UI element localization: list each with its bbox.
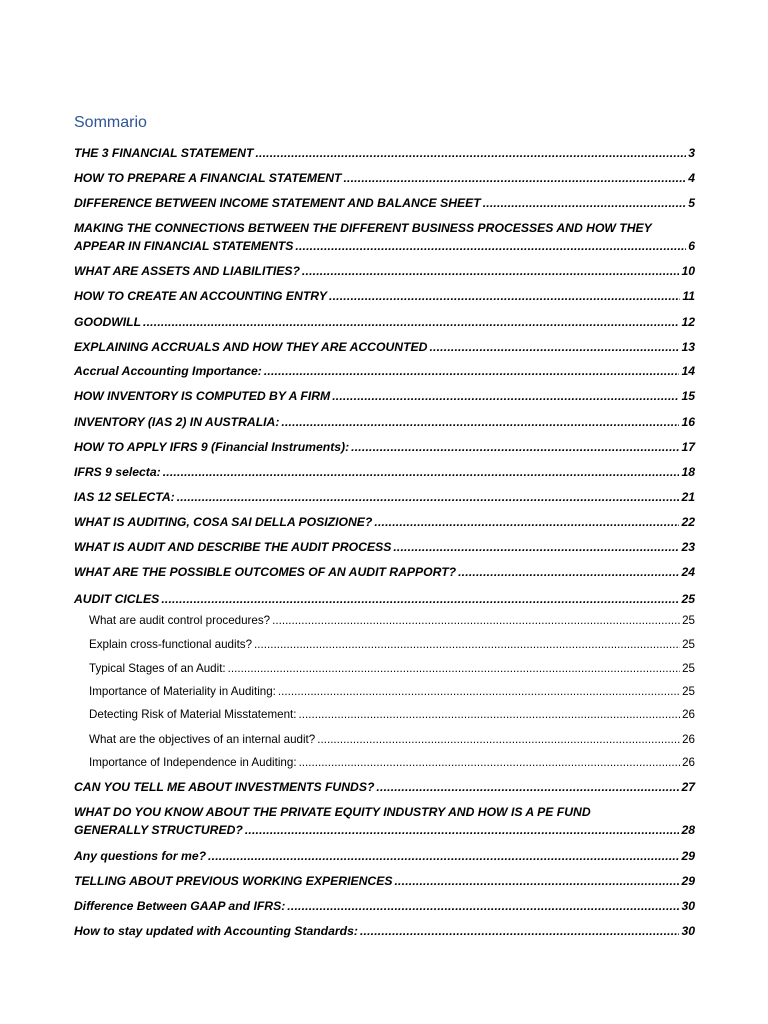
toc-entry[interactable] (74, 219, 695, 255)
toc-entry-label: WHAT IS AUDIT AND DESCRIBE THE AUDIT PROCESS (74, 540, 392, 554)
toc-subentry[interactable] (89, 754, 695, 772)
toc-entry-label: Accrual Accounting Importance: (74, 364, 262, 378)
dot-leader (298, 706, 680, 724)
toc-page-number: 18 (681, 465, 695, 479)
dot-leader (360, 922, 680, 940)
dot-leader (287, 897, 679, 915)
dot-leader (376, 778, 679, 796)
toc-entry[interactable] (74, 538, 695, 556)
dot-leader (255, 144, 686, 162)
toc-subentry[interactable] (89, 731, 695, 749)
toc-entry-label: What are the objectives of an internal audit? (89, 733, 316, 746)
toc-entry[interactable] (74, 313, 695, 331)
toc-subentry[interactable] (89, 683, 695, 701)
toc-entry-label: DIFFERENCE BETWEEN INCOME STATEMENT AND BALANCE SHEET (74, 196, 481, 210)
toc-page-number: 26 (682, 733, 695, 746)
toc-entry-label: HOW TO CREATE AN ACCOUNTING ENTRY (74, 289, 328, 303)
dot-leader (245, 821, 680, 839)
toc-title: Sommario (74, 114, 147, 131)
dot-leader (295, 237, 686, 255)
dot-leader (458, 563, 679, 581)
toc-page-number: 5 (688, 196, 695, 210)
toc-page-number: 17 (681, 440, 695, 454)
toc-subentry[interactable] (89, 612, 695, 630)
dot-leader (332, 387, 679, 405)
dot-leader (374, 513, 679, 531)
dot-leader (143, 313, 679, 331)
toc-entry-label: WHAT ARE ASSETS AND LIABILITIES? (74, 264, 300, 278)
toc-entry-label: CAN YOU TELL ME ABOUT INVESTMENTS FUNDS? (74, 780, 375, 794)
toc-page-number: 30 (681, 899, 695, 913)
toc-entry-label: WHAT ARE THE POSSIBLE OUTCOMES OF AN AUDIT RAPPORT? (74, 565, 457, 579)
toc-subentry[interactable] (89, 706, 695, 724)
toc-page-number: 23 (681, 540, 695, 554)
toc-entry[interactable] (74, 438, 695, 456)
dot-leader (208, 847, 679, 865)
toc-entry[interactable] (74, 144, 695, 162)
toc-page-number: 29 (681, 849, 695, 863)
dot-leader (393, 538, 679, 556)
toc-entry[interactable] (74, 287, 695, 305)
toc-page-number: 13 (681, 340, 695, 354)
toc-page-number: 11 (682, 289, 695, 303)
toc-page-number: 27 (681, 780, 695, 794)
toc-page-number: 25 (682, 685, 695, 698)
toc-entry-label: APPEAR IN FINANCIAL STATEMENTS (74, 239, 294, 253)
toc-entry-label: HOW TO APPLY IFRS 9 (Financial Instruments): (74, 440, 350, 454)
toc-page-number: 22 (681, 515, 695, 529)
toc-page-number: 25 (681, 592, 695, 606)
toc-page-number: 24 (681, 565, 695, 579)
toc-page-number: 12 (681, 315, 695, 329)
toc-entry-label: IFRS 9 selecta: (74, 465, 161, 479)
dot-leader (228, 660, 680, 678)
toc-entry[interactable] (74, 590, 695, 608)
toc-entry-label: Any questions for me? (74, 849, 207, 863)
toc-entry[interactable] (74, 169, 695, 187)
toc-entry[interactable] (74, 872, 695, 890)
toc-subentry[interactable] (89, 636, 695, 654)
toc-entry-label: Explain cross-functional audits? (89, 638, 253, 651)
toc-page-number: 26 (682, 708, 695, 721)
toc-entry[interactable] (74, 194, 695, 212)
dot-leader (281, 413, 679, 431)
dot-leader (394, 872, 679, 890)
toc-entry-label: Importance of Materiality in Auditing: (89, 685, 276, 698)
toc-entry-label: IAS 12 SELECTA: (74, 490, 175, 504)
toc-entry[interactable] (74, 922, 695, 940)
toc-entry[interactable] (74, 488, 695, 506)
dot-leader (163, 463, 680, 481)
toc-entry[interactable] (74, 847, 695, 865)
dot-leader (329, 287, 680, 305)
dot-leader (299, 754, 681, 772)
toc-entry-label: What are audit control procedures? (89, 614, 271, 627)
toc-entry-label: WHAT IS AUDITING, COSA SAI DELLA POSIZIONE? (74, 515, 373, 529)
toc-page-number: 29 (681, 874, 695, 888)
toc-entry-label: AUDIT CICLES (74, 592, 160, 606)
toc-entry-label: Importance of Independence in Auditing: (89, 756, 297, 769)
toc-entry-label: THE 3 FINANCIAL STATEMENT (74, 146, 254, 160)
dot-leader (177, 488, 680, 506)
toc-page-number: 26 (682, 756, 695, 769)
dot-leader (302, 262, 680, 280)
dot-leader (429, 338, 679, 356)
toc-entry-label: HOW TO PREPARE A FINANCIAL STATEMENT (74, 171, 342, 185)
toc-entry[interactable] (74, 803, 695, 839)
toc-entry[interactable] (74, 338, 695, 356)
toc-subentry[interactable] (89, 660, 695, 678)
dot-leader (264, 362, 680, 380)
toc-page-number: 28 (681, 823, 695, 837)
toc-page-number: 25 (682, 614, 695, 627)
toc-page-number: 4 (688, 171, 695, 185)
dot-leader (343, 169, 686, 187)
toc-entry-label: TELLING ABOUT PREVIOUS WORKING EXPERIENCES (74, 874, 393, 888)
dot-leader (161, 590, 679, 608)
toc-page-number: 25 (682, 662, 695, 675)
toc-entry-label: How to stay updated with Accounting Standards: (74, 924, 358, 938)
toc-entry[interactable] (74, 513, 695, 531)
toc-page-number: 10 (681, 264, 695, 278)
toc-entry[interactable] (74, 387, 695, 405)
toc-entry-label-line1: WHAT DO YOU KNOW ABOUT THE PRIVATE EQUITY INDUSTRY AND HOW IS A PE FUND (74, 805, 591, 819)
dot-leader (272, 612, 680, 630)
toc-entry-label-line1: MAKING THE CONNECTIONS BETWEEN THE DIFFERENT BUSINESS PROCESSES AND HOW THEY (74, 221, 652, 235)
toc-page-number: 3 (688, 146, 695, 160)
toc-page-number: 6 (688, 239, 695, 253)
dot-leader (278, 683, 680, 701)
dot-leader (317, 731, 680, 749)
toc-page-number: 16 (681, 415, 695, 429)
toc-entry[interactable] (74, 563, 695, 581)
toc-entry-label: HOW INVENTORY IS COMPUTED BY A FIRM (74, 389, 331, 403)
toc-entry-label: INVENTORY (IAS 2) IN AUSTRALIA: (74, 415, 280, 429)
toc-entry[interactable] (74, 413, 695, 431)
toc-entry[interactable] (74, 778, 695, 796)
toc-entry[interactable] (74, 262, 695, 280)
toc-entry-label: Typical Stages of an Audit: (89, 662, 226, 675)
dot-leader (351, 438, 679, 456)
toc-entry-label: Difference Between GAAP and IFRS: (74, 899, 286, 913)
toc-entry-label: GOODWILL (74, 315, 142, 329)
toc-entry[interactable] (74, 362, 695, 380)
toc-entry-label: EXPLAINING ACCRUALS AND HOW THEY ARE ACCOUNTED (74, 340, 428, 354)
toc-page-number: 15 (681, 389, 695, 403)
toc-entry-label: GENERALLY STRUCTURED? (74, 823, 243, 837)
toc-entry[interactable] (74, 897, 695, 915)
toc-page-number: 30 (681, 924, 695, 938)
toc-page-number: 25 (682, 638, 695, 651)
toc-page-number: 14 (681, 364, 695, 378)
dot-leader (254, 636, 680, 654)
toc-entry[interactable] (74, 463, 695, 481)
dot-leader (483, 194, 687, 212)
toc-entry-label: Detecting Risk of Material Misstatement: (89, 708, 297, 721)
toc-page-number: 21 (681, 490, 695, 504)
